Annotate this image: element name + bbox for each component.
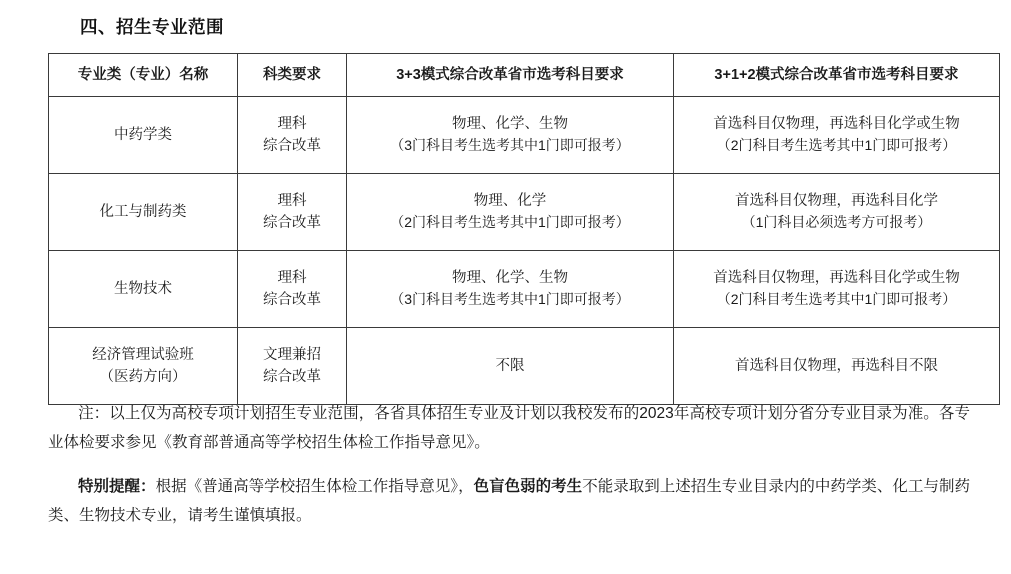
cell-mode-3plus3: [347, 174, 674, 251]
cell-line: 物理、化学、生物: [452, 115, 568, 132]
cell-line: （3门科目考生选考其中1门即可报考）: [390, 137, 630, 154]
table-row: [49, 328, 1000, 405]
reminder-text-part2: 不能录取到上述招生专业目录内的中药学类、化工与制药类、生物技术专业，请考生谨慎填报。: [48, 478, 970, 525]
table-header-row: [49, 54, 1000, 97]
cell-line: 理科: [277, 192, 307, 209]
cell-category: [238, 251, 347, 328]
cell-line: 综合改革: [263, 369, 321, 385]
reminder-label: 特别提醒：: [78, 478, 156, 496]
cell-line: 化工与制药类: [99, 203, 187, 220]
table-row: [49, 97, 1000, 174]
cell-major: [49, 174, 238, 251]
cell-major: [49, 97, 238, 174]
cell-line: 经济管理试验班: [92, 346, 194, 363]
cell-line: 中药学类: [114, 126, 172, 143]
table-body: [49, 97, 1000, 405]
cell-line: 物理、化学: [473, 192, 547, 209]
cell-line: 首选科目仅物理，再选科目化学或生物: [713, 269, 960, 286]
cell-line: （3门科目考生选考其中1门即可报考）: [390, 291, 630, 308]
cell-line: 理科: [277, 269, 307, 286]
cell-mode-3plus1plus2: [674, 328, 1000, 405]
cell-line: （2门科目考生选考其中1门即可报考）: [390, 214, 630, 231]
cell-line: 不限: [495, 357, 525, 374]
cell-mode-3plus1plus2: [674, 174, 1000, 251]
cell-category: [238, 97, 347, 174]
cell-major: [49, 251, 238, 328]
column-header-mode-3plus3: 3+3模式综合改革省市选考科目要求: [347, 54, 674, 97]
note-label: 注：: [78, 405, 110, 422]
cell-mode-3plus3: [347, 97, 674, 174]
cell-mode-3plus3: [347, 251, 674, 328]
cell-category: [238, 328, 347, 405]
cell-major: [49, 328, 238, 405]
cell-category: [238, 174, 347, 251]
cell-line: 物理、化学、生物: [452, 269, 568, 286]
cell-line: 首选科目仅物理，再选科目化学或生物: [713, 115, 960, 132]
table-header: [49, 54, 1000, 97]
reminder-paragraph: [48, 473, 970, 530]
cell-mode-3plus1plus2: [674, 97, 1000, 174]
cell-line: （医药方向）: [99, 369, 187, 385]
cell-line: （1门科目必须选考方可报考）: [741, 214, 932, 231]
cell-line: 综合改革: [263, 138, 321, 154]
cell-line: 综合改革: [263, 215, 321, 231]
cell-line: （2门科目考生选考其中1门即可报考）: [716, 137, 957, 154]
notes-section: [48, 400, 970, 547]
cell-line: 生物技术: [114, 280, 172, 297]
reminder-highlight: 色盲色弱的考生: [473, 478, 583, 496]
reminder-text-part1: 根据《普通高等学校招生体检工作指导意见》，: [155, 478, 474, 496]
note-text: 以上仅为高校专项计划招生专业范围，各省具体招生专业及计划以我校发布的2023年高校专项计划分省分专业目录为准。各专业体检要求参见《教育部普通高等学校招生体检工作指导意见》。: [48, 405, 970, 451]
cell-line: （2门科目考生选考其中1门即可报考）: [716, 291, 957, 308]
cell-line: 文理兼招: [263, 346, 321, 363]
column-header-mode-3plus1plus2: 3+1+2模式综合改革省市选考科目要求: [674, 54, 1000, 97]
column-header-category: 科类要求: [238, 54, 347, 97]
cell-line: 首选科目仅物理，再选科目不限: [735, 357, 938, 374]
cell-line: 首选科目仅物理，再选科目化学: [735, 192, 938, 209]
cell-mode-3plus1plus2: [674, 251, 1000, 328]
table-row: [49, 251, 1000, 328]
note-paragraph: [48, 400, 970, 457]
table-row: [49, 174, 1000, 251]
cell-mode-3plus3: [347, 328, 674, 405]
page-title: 四、招生专业范围: [80, 17, 224, 37]
column-header-major: 专业类（专业）名称: [49, 54, 238, 97]
majors-table: [48, 53, 1000, 405]
cell-line: 理科: [277, 115, 307, 132]
cell-line: 综合改革: [263, 292, 321, 308]
